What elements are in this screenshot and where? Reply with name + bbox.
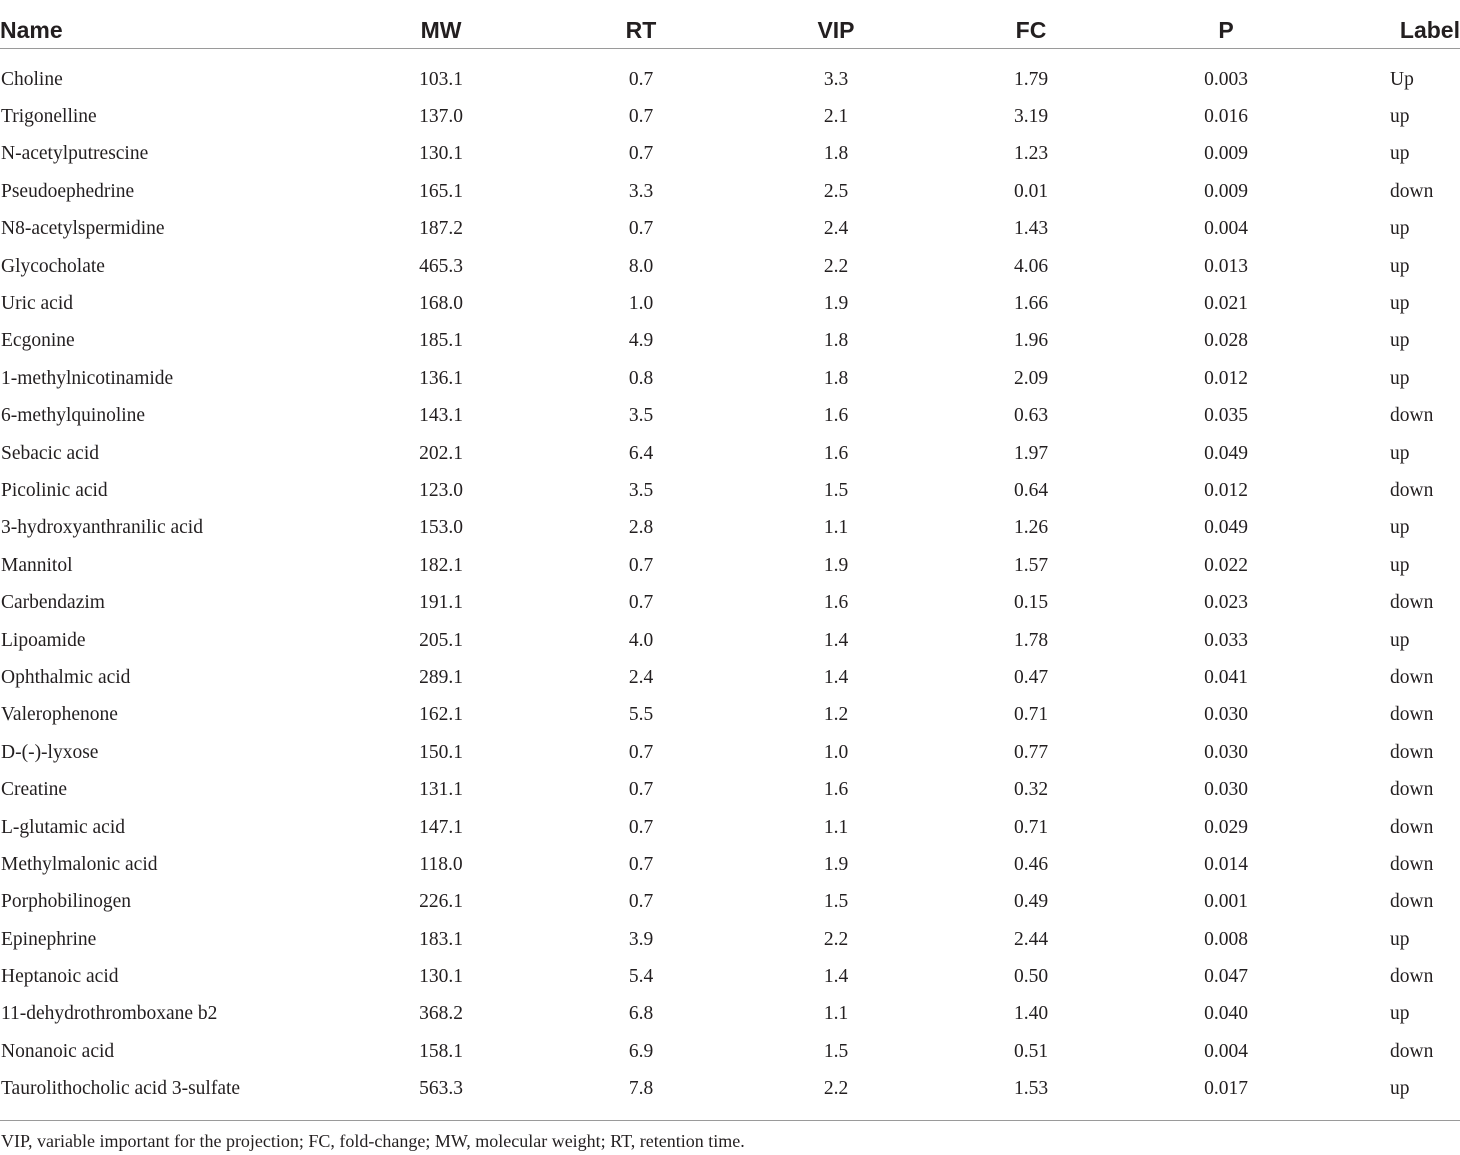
table-row — [0, 211, 1460, 248]
cell-label-text: down — [1390, 741, 1434, 763]
cell-label — [1326, 510, 1460, 547]
cell-rt: 5.5 — [628, 704, 654, 726]
table-row — [0, 398, 1460, 435]
table-row — [0, 996, 1460, 1033]
cell-p: 0.029 — [1204, 816, 1248, 838]
cell-rt: 5.4 — [628, 966, 654, 988]
cell-label — [1326, 248, 1460, 285]
cell-mw: 147.1 — [419, 816, 463, 838]
cell-name: Picolinic acid — [1, 479, 108, 501]
header-vip: VIP — [736, 0, 936, 49]
cell-p: 0.001 — [1204, 891, 1248, 913]
cell-name: 3-hydroxyanthranilic acid — [1, 517, 203, 539]
cell-mw: 205.1 — [419, 629, 463, 651]
table-row — [0, 884, 1460, 921]
cell-p: 0.003 — [1204, 68, 1248, 90]
table-row — [0, 323, 1460, 360]
cell-rt: 7.8 — [628, 1078, 654, 1100]
cell-label — [1326, 1071, 1460, 1108]
cell-vip: 1.5 — [823, 1040, 849, 1062]
cell-rt: 3.9 — [628, 928, 654, 950]
cell-rt: 0.7 — [628, 218, 654, 240]
table-bottom-rule — [0, 1120, 1460, 1121]
table-row — [0, 958, 1460, 995]
cell-rt: 4.9 — [628, 330, 654, 352]
cell-name: Taurolithocholic acid 3-sulfate — [1, 1078, 241, 1100]
cell-mw: 183.1 — [419, 928, 463, 950]
cell-mw: 162.1 — [419, 704, 463, 726]
cell-mw: 465.3 — [419, 255, 463, 277]
table-row — [0, 809, 1460, 846]
cell-fc: 1.66 — [1013, 293, 1049, 315]
cell-fc: 0.64 — [1013, 479, 1049, 501]
cell-fc: 3.19 — [1013, 106, 1049, 128]
cell-name: Porphobilinogen — [1, 891, 131, 913]
cell-p: 0.040 — [1204, 1003, 1248, 1025]
cell-name: Mannitol — [1, 554, 73, 576]
cell-mw: 130.1 — [419, 143, 463, 165]
table-header — [0, 0, 1460, 49]
cell-name: Heptanoic acid — [1, 966, 119, 988]
table-row — [0, 49, 1460, 99]
cell-label — [1326, 809, 1460, 846]
cell-mw: 563.3 — [419, 1078, 463, 1100]
cell-rt: 0.7 — [628, 816, 654, 838]
cell-label-text: up — [1390, 255, 1410, 277]
cell-label-text: up — [1390, 629, 1410, 651]
cell-rt: 0.7 — [628, 143, 654, 165]
cell-vip: 1.1 — [823, 517, 849, 539]
cell-mw: 168.0 — [419, 293, 463, 315]
cell-name: Sebacic acid — [1, 442, 99, 464]
table-row — [0, 360, 1460, 397]
cell-mw: 118.0 — [419, 853, 463, 875]
cell-label — [1326, 136, 1460, 173]
cell-label-text: up — [1390, 554, 1410, 576]
cell-p: 0.028 — [1204, 330, 1248, 352]
cell-fc: 2.09 — [1013, 367, 1049, 389]
cell-label — [1326, 472, 1460, 509]
cell-vip: 1.8 — [823, 330, 849, 352]
cell-fc: 0.77 — [1013, 741, 1049, 763]
cell-rt: 0.8 — [628, 367, 654, 389]
cell-mw: 150.1 — [419, 741, 463, 763]
cell-label-text: Up — [1390, 68, 1414, 90]
cell-p: 0.009 — [1204, 143, 1248, 165]
cell-mw: 289.1 — [419, 666, 463, 688]
cell-label-text: down — [1390, 479, 1434, 501]
table-row — [0, 510, 1460, 547]
cell-name: Nonanoic acid — [1, 1040, 115, 1062]
cell-fc: 1.26 — [1013, 517, 1049, 539]
cell-label — [1326, 958, 1460, 995]
cell-rt: 0.7 — [628, 741, 654, 763]
cell-vip: 1.6 — [823, 779, 849, 801]
header-label: Label — [1326, 0, 1460, 49]
cell-label — [1326, 49, 1460, 99]
table-row — [0, 547, 1460, 584]
cell-rt: 6.8 — [628, 1003, 654, 1025]
header-p: P — [1126, 0, 1326, 49]
cell-vip: 3.3 — [823, 68, 849, 90]
cell-p: 0.004 — [1204, 1040, 1248, 1062]
cell-p: 0.012 — [1204, 479, 1248, 501]
cell-vip: 1.5 — [823, 479, 849, 501]
cell-fc: 1.97 — [1013, 442, 1049, 464]
cell-mw: 130.1 — [419, 966, 463, 988]
cell-p: 0.016 — [1204, 106, 1248, 128]
cell-vip: 1.2 — [823, 704, 849, 726]
cell-name: Creatine — [1, 779, 68, 801]
cell-rt: 0.7 — [628, 891, 654, 913]
table-row — [0, 248, 1460, 285]
cell-fc: 1.43 — [1013, 218, 1049, 240]
cell-vip: 1.0 — [823, 741, 849, 763]
table-row — [0, 136, 1460, 173]
table-row — [0, 98, 1460, 135]
cell-name: Uric acid — [1, 293, 74, 315]
cell-label-text: up — [1390, 293, 1410, 315]
cell-label-text: up — [1390, 367, 1410, 389]
table-row — [0, 622, 1460, 659]
cell-vip: 1.6 — [823, 592, 849, 614]
table-row — [0, 285, 1460, 322]
cell-label-text: up — [1390, 330, 1410, 352]
cell-vip: 2.1 — [823, 106, 849, 128]
cell-rt: 0.7 — [628, 68, 654, 90]
cell-label — [1326, 734, 1460, 771]
cell-mw: 202.1 — [419, 442, 463, 464]
cell-name: N-acetylputrescine — [1, 143, 149, 165]
cell-name: L-glutamic acid — [1, 816, 125, 838]
cell-vip: 1.9 — [823, 293, 849, 315]
cell-mw: 182.1 — [419, 554, 463, 576]
cell-fc: 1.79 — [1013, 68, 1049, 90]
cell-name: Ecgonine — [1, 330, 75, 352]
cell-mw: 185.1 — [419, 330, 463, 352]
cell-label-text: up — [1390, 143, 1410, 165]
header-fc: FC — [936, 0, 1126, 49]
cell-fc: 0.46 — [1013, 853, 1049, 875]
cell-vip: 2.5 — [823, 180, 849, 202]
cell-fc: 1.23 — [1013, 143, 1049, 165]
cell-rt: 0.7 — [628, 554, 654, 576]
cell-fc: 1.57 — [1013, 554, 1049, 576]
cell-fc: 2.44 — [1013, 928, 1049, 950]
header-rt: RT — [546, 0, 736, 49]
cell-rt: 0.7 — [628, 106, 654, 128]
cell-rt: 3.3 — [628, 180, 654, 202]
table-row — [0, 1071, 1460, 1108]
cell-fc: 1.40 — [1013, 1003, 1049, 1025]
cell-label-text: down — [1390, 779, 1434, 801]
cell-p: 0.033 — [1204, 629, 1248, 651]
cell-label — [1326, 173, 1460, 210]
cell-name: Lipoamide — [1, 629, 86, 651]
cell-vip: 1.5 — [823, 891, 849, 913]
cell-rt: 3.5 — [628, 405, 654, 427]
cell-vip: 1.4 — [823, 966, 849, 988]
table-row — [0, 1033, 1460, 1070]
cell-name: Glycocholate — [1, 255, 105, 277]
header-row — [0, 0, 1460, 49]
cell-vip: 1.9 — [823, 853, 849, 875]
cell-p: 0.047 — [1204, 966, 1248, 988]
cell-label-text: up — [1390, 442, 1410, 464]
cell-label-text: up — [1390, 1003, 1410, 1025]
cell-rt: 3.5 — [628, 479, 654, 501]
table-row — [0, 435, 1460, 472]
cell-label-text: down — [1390, 704, 1434, 726]
cell-rt: 0.7 — [628, 853, 654, 875]
cell-fc: 1.53 — [1013, 1078, 1049, 1100]
cell-mw: 165.1 — [419, 180, 463, 202]
cell-fc: 0.63 — [1013, 405, 1049, 427]
cell-rt: 4.0 — [628, 629, 654, 651]
cell-fc: 0.49 — [1013, 891, 1049, 913]
cell-p: 0.030 — [1204, 704, 1248, 726]
cell-label-text: down — [1390, 853, 1434, 875]
cell-p: 0.013 — [1204, 255, 1248, 277]
cell-name: 6-methylquinoline — [1, 405, 146, 427]
cell-label-text: down — [1390, 180, 1434, 202]
cell-label — [1326, 360, 1460, 397]
cell-name: Valerophenone — [1, 704, 118, 726]
cell-mw: 143.1 — [419, 405, 463, 427]
cell-mw: 136.1 — [419, 367, 463, 389]
table-footnote: VIP, variable important for the projection; FC, fold-change; MW, molecular weight; RT, retention time. — [1, 1131, 745, 1151]
cell-vip: 2.2 — [823, 928, 849, 950]
cell-label — [1326, 584, 1460, 621]
table-row — [0, 846, 1460, 883]
cell-p: 0.017 — [1204, 1078, 1248, 1100]
table-row — [0, 173, 1460, 210]
cell-label — [1326, 846, 1460, 883]
cell-label — [1326, 398, 1460, 435]
cell-p: 0.041 — [1204, 666, 1248, 688]
cell-rt: 0.7 — [628, 592, 654, 614]
cell-vip: 1.4 — [823, 666, 849, 688]
cell-label-text: up — [1390, 218, 1410, 240]
cell-mw: 226.1 — [419, 891, 463, 913]
table-row — [0, 659, 1460, 696]
cell-p: 0.012 — [1204, 367, 1248, 389]
header-mw: MW — [336, 0, 546, 49]
cell-label — [1326, 771, 1460, 808]
cell-label — [1326, 884, 1460, 921]
cell-label — [1326, 622, 1460, 659]
table-row — [0, 472, 1460, 509]
cell-label — [1326, 435, 1460, 472]
cell-label-text: down — [1390, 592, 1434, 614]
cell-name: 1-methylnicotinamide — [1, 367, 174, 389]
cell-name: Choline — [1, 68, 63, 90]
cell-fc: 0.51 — [1013, 1040, 1049, 1062]
cell-vip: 1.4 — [823, 629, 849, 651]
cell-fc: 0.50 — [1013, 966, 1049, 988]
cell-name: Ophthalmic acid — [1, 666, 131, 688]
cell-p: 0.014 — [1204, 853, 1248, 875]
cell-p: 0.009 — [1204, 180, 1248, 202]
cell-mw: 131.1 — [419, 779, 463, 801]
cell-rt: 2.4 — [628, 666, 654, 688]
cell-vip: 1.6 — [823, 405, 849, 427]
cell-vip: 1.9 — [823, 554, 849, 576]
cell-vip: 1.8 — [823, 367, 849, 389]
cell-label — [1326, 323, 1460, 360]
cell-name: N8-acetylspermidine — [1, 218, 165, 240]
cell-label-text: down — [1390, 891, 1434, 913]
cell-p: 0.035 — [1204, 405, 1248, 427]
table-row — [0, 697, 1460, 734]
cell-p: 0.022 — [1204, 554, 1248, 576]
table-row — [0, 771, 1460, 808]
cell-fc: 0.71 — [1013, 816, 1049, 838]
cell-fc: 1.96 — [1013, 330, 1049, 352]
cell-label-text: down — [1390, 405, 1434, 427]
table-row — [0, 921, 1460, 958]
cell-name: Epinephrine — [1, 928, 97, 950]
cell-p: 0.030 — [1204, 741, 1248, 763]
cell-label — [1326, 211, 1460, 248]
cell-fc: 0.01 — [1013, 180, 1049, 202]
cell-p: 0.049 — [1204, 442, 1248, 464]
cell-label-text: up — [1390, 1078, 1410, 1100]
table-row — [0, 734, 1460, 771]
table-body — [0, 49, 1460, 1108]
cell-mw: 137.0 — [419, 106, 463, 128]
cell-label-text: up — [1390, 106, 1410, 128]
cell-rt: 2.8 — [628, 517, 654, 539]
cell-rt: 1.0 — [628, 293, 654, 315]
cell-fc: 0.71 — [1013, 704, 1049, 726]
cell-vip: 1.8 — [823, 143, 849, 165]
cell-mw: 153.0 — [419, 517, 463, 539]
cell-vip: 1.1 — [823, 1003, 849, 1025]
cell-label — [1326, 285, 1460, 322]
cell-vip: 1.1 — [823, 816, 849, 838]
cell-vip: 2.2 — [823, 255, 849, 277]
cell-rt: 8.0 — [628, 255, 654, 277]
cell-label — [1326, 921, 1460, 958]
cell-mw: 368.2 — [419, 1003, 463, 1025]
cell-label-text: down — [1390, 816, 1434, 838]
cell-label — [1326, 996, 1460, 1033]
cell-name: Carbendazim — [1, 592, 105, 614]
cell-p: 0.008 — [1204, 928, 1248, 950]
cell-mw: 191.1 — [419, 592, 463, 614]
cell-label — [1326, 697, 1460, 734]
cell-p: 0.023 — [1204, 592, 1248, 614]
cell-rt: 6.9 — [628, 1040, 654, 1062]
cell-label-text: down — [1390, 666, 1434, 688]
cell-label — [1326, 98, 1460, 135]
cell-vip: 2.2 — [823, 1078, 849, 1100]
cell-mw: 103.1 — [419, 68, 463, 90]
cell-mw: 158.1 — [419, 1040, 463, 1062]
cell-label-text: up — [1390, 517, 1410, 539]
table-row — [0, 584, 1460, 621]
cell-label — [1326, 659, 1460, 696]
cell-label-text: down — [1390, 966, 1434, 988]
cell-mw: 123.0 — [419, 479, 463, 501]
cell-fc: 4.06 — [1013, 255, 1049, 277]
cell-p: 0.030 — [1204, 779, 1248, 801]
cell-name: Methylmalonic acid — [1, 853, 158, 875]
cell-rt: 0.7 — [628, 779, 654, 801]
cell-name: D-(-)-lyxose — [1, 741, 99, 763]
cell-label-text: down — [1390, 1040, 1434, 1062]
cell-fc: 0.15 — [1013, 592, 1049, 614]
cell-label — [1326, 547, 1460, 584]
cell-p: 0.004 — [1204, 218, 1248, 240]
cell-label-text: up — [1390, 928, 1410, 950]
cell-vip: 2.4 — [823, 218, 849, 240]
cell-fc: 0.47 — [1013, 666, 1049, 688]
cell-fc: 0.32 — [1013, 779, 1049, 801]
cell-label — [1326, 1033, 1460, 1070]
cell-vip: 1.6 — [823, 442, 849, 464]
cell-fc: 1.78 — [1013, 629, 1049, 651]
cell-name: Pseudoephedrine — [1, 180, 135, 202]
cell-name: Trigonelline — [1, 106, 97, 128]
header-name: Name — [0, 0, 336, 49]
cell-p: 0.021 — [1204, 293, 1248, 315]
cell-p: 0.049 — [1204, 517, 1248, 539]
cell-rt: 6.4 — [628, 442, 654, 464]
cell-name: 11-dehydrothromboxane b2 — [1, 1003, 218, 1025]
cell-mw: 187.2 — [419, 218, 463, 240]
